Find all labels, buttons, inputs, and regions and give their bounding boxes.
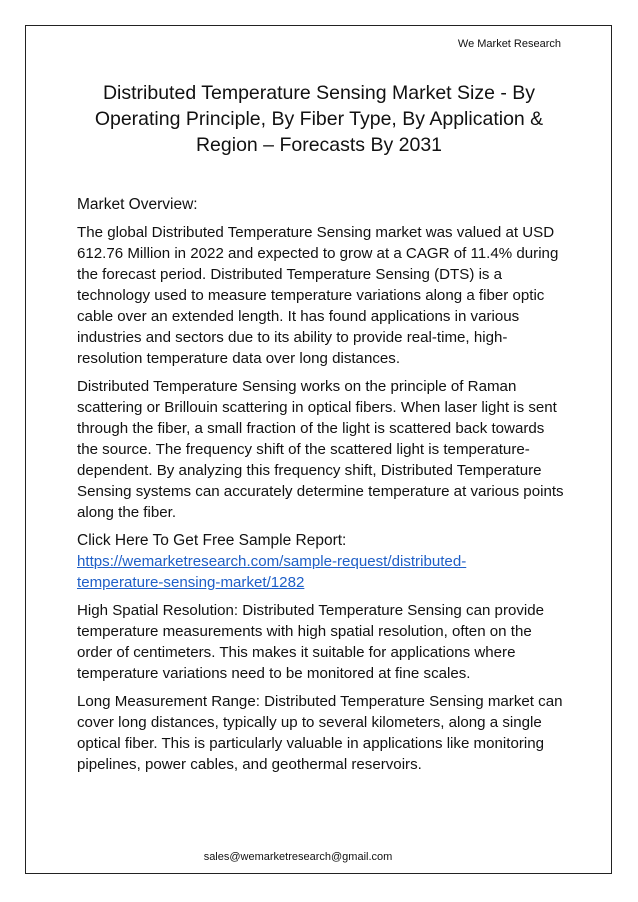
- sample-report-link-line-2: temperature-sensing-market/1282: [77, 574, 305, 591]
- footer-email: sales@wemarketresearch@gmail.com: [203, 851, 393, 863]
- title-line-2: Operating Principle, By Fiber Type, By Application &: [94, 108, 544, 130]
- main-content: [77, 194, 567, 782]
- sample-report-link[interactable]: [77, 551, 567, 593]
- market-overview-heading: Market Overview:: [77, 196, 198, 213]
- header-brand: We Market Research: [457, 38, 561, 50]
- overview-paragraph-1: The global Distributed Temperature Sensing market was valued at USD 612.76 Million in 2022 and expected to grow at a CAGR of 11.4% during the forecast period. Distributed Temperature Sensing (DTS) is a technology used to measure temperature variations along a fiber optic cable over an extended length. It has found applications in various industries and sectors due to its ability to provide real-time, high-resolution temperature data over long distances.: [77, 224, 559, 367]
- feature-paragraph-measurement-range: Long Measurement Range: Distributed Temperature Sensing market can cover long distances, typically up to several kilometers, along a single optical fiber. This is particularly valuable in applications like monitoring pipelines, power cables, and geothermal reservoirs.: [77, 693, 563, 773]
- overview-paragraph-2: Distributed Temperature Sensing works on the principle of Raman scattering or Brillouin scattering in optical fibers. When laser light is sent through the fiber, a small fraction of the light is scattered back towards the source. The frequency shift of the scattered light is temperature-dependent. By analyzing this frequency shift, Distributed Temperature Sensing systems can accurately determine temperature at various points along the fiber.: [77, 378, 564, 521]
- sample-report-link-line-1: https://wemarketresearch.com/sample-request/distributed-: [77, 553, 467, 570]
- title-line-1: Distributed Temperature Sensing Market Size - By: [102, 82, 536, 104]
- sample-report-heading: Click Here To Get Free Sample Report:: [77, 532, 347, 549]
- title-line-3: Region – Forecasts By 2031: [195, 134, 443, 156]
- feature-paragraph-spatial-resolution: High Spatial Resolution: Distributed Temperature Sensing can provide temperature measurements with high spatial resolution, often on the order of centimeters. This makes it suitable for applications where temperature variations need to be monitored at fine scales.: [77, 602, 545, 682]
- page-title: [60, 80, 578, 158]
